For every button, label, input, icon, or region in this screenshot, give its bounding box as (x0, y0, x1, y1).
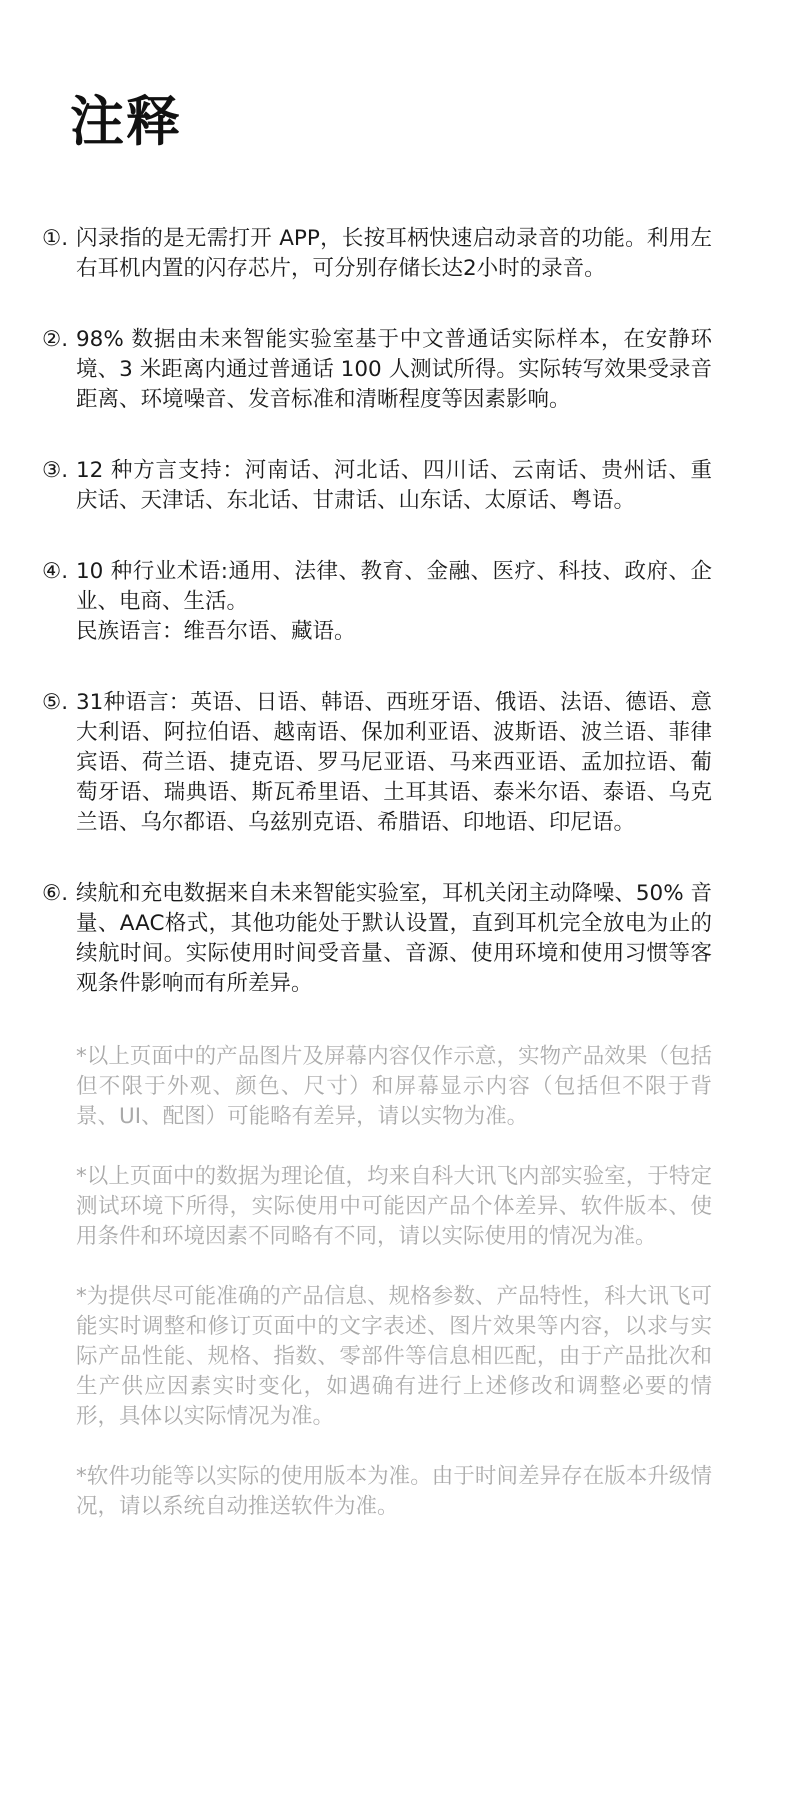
note-line: 98% 数据由未来智能实验室基于中文普通话实际样本，在安静环境、3 米距离内通过普通话 100 人测试所得。实际转写效果受录音距离、环境噪音、发音标准和清晰程度等因素影响。 (76, 327, 712, 412)
note-item (42, 224, 712, 284)
note-line: 民族语言：维吾尔语、藏语。 (76, 619, 356, 644)
note-text (76, 557, 712, 647)
note-marker: ③. (42, 458, 69, 483)
disclaimer-text: *以上页面中的产品图片及屏幕内容仅作示意，实物产品效果（包括但不限于外观、颜色、尺寸）和屏幕显示内容（包括但不限于背景、UI、配图）可能略有差异，请以实物为准。 (76, 1044, 712, 1129)
note-line: 12 种方言支持：河南话、河北话、四川话、云南话、贵州话、重庆话、天津话、东北话、甘肃话、山东话、太原话、粤语。 (76, 458, 712, 513)
note-text (76, 688, 712, 838)
note-item (42, 456, 712, 516)
page-title: 注释 (70, 90, 182, 153)
notes-list (42, 224, 712, 999)
note-line: 10 种行业术语:通用、法律、教育、金融、医疗、科技、政府、企业、电商、生活。 (76, 559, 712, 614)
note-text (76, 879, 712, 999)
disclaimer-section (42, 1042, 712, 1522)
disclaimer-text: *软件功能等以实际的使用版本为准。由于时间差异存在版本升级情况，请以系统自动推送软件为准。 (76, 1464, 712, 1519)
note-marker: ④. (42, 559, 69, 584)
note-line: 闪录指的是无需打开 APP，长按耳柄快速启动录音的功能。利用左右耳机内置的闪存芯片，可分别存储长达2小时的录音。 (76, 226, 712, 281)
note-marker: ⑥. (42, 881, 69, 906)
disclaimer-text: *为提供尽可能准确的产品信息、规格参数、产品特性，科大讯飞可能实时调整和修订页面中的文字表述、图片效果等内容，以求与实际产品性能、规格、指数、零部件等信息相匹配，由于产品批次和生产供应因素实时变化，如遇确有进行上述修改和调整必要的情形，具体以实际情况为准。 (76, 1284, 712, 1429)
note-marker: ②. (42, 327, 69, 352)
note-line: 31种语言：英语、日语、韩语、西班牙语、俄语、法语、德语、意大利语、阿拉伯语、越南语、保加利亚语、波斯语、波兰语、菲律宾语、荷兰语、捷克语、罗马尼亚语、马来西亚语、孟加拉语、葡萄牙语、瑞典语、斯瓦希里语、土耳其语、泰米尔语、泰语、乌克兰语、乌尔都语、乌兹别克语、希腊语、印地语、印尼语。 (76, 690, 712, 835)
note-marker: ①. (42, 226, 69, 251)
note-text (76, 325, 712, 415)
note-line: 续航和充电数据来自未来智能实验室，耳机关闭主动降噪、50% 音量、AAC格式，其他功能处于默认设置，直到耳机完全放电为止的续航时间。实际使用时间受音量、音源、使用环境和使用习惯等客观条件影响而有所差异。 (76, 881, 712, 996)
note-item (42, 688, 712, 838)
note-item (42, 325, 712, 415)
disclaimer-text: *以上页面中的数据为理论值，均来自科大讯飞内部实验室，于特定测试环境下所得，实际使用中可能因产品个体差异、软件版本、使用条件和环境因素不同略有不同，请以实际使用的情况为准。 (76, 1164, 712, 1249)
note-item (42, 557, 712, 647)
note-item (42, 879, 712, 999)
note-text (76, 224, 712, 284)
note-text (76, 456, 712, 516)
note-marker: ⑤. (42, 690, 69, 715)
